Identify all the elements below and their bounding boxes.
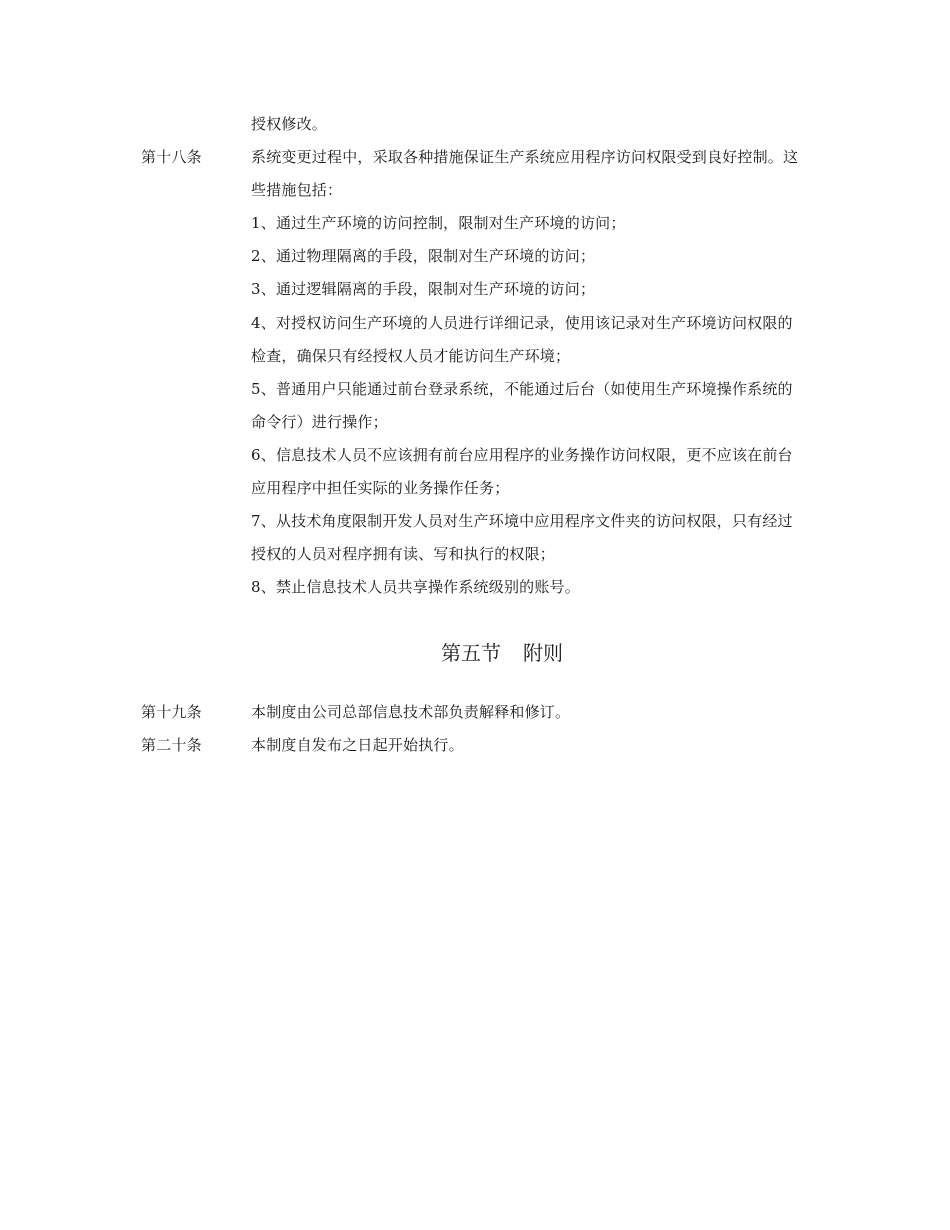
article-18-item-2: 2、通过物理隔离的手段，限制对生产环境的访问； xyxy=(251,247,596,265)
article-18-label: 第十八条 xyxy=(141,148,202,166)
section-heading xyxy=(0,640,950,666)
article-20-label: 第二十条 xyxy=(141,736,202,754)
section-name: 附则 xyxy=(523,641,563,665)
article-18-item-5-line-2: 命令行）进行操作； xyxy=(251,413,388,431)
article-18-intro-line-1: 系统变更过程中，采取各种措施保证生产系统应用程序访问权限受到良好控制。这 xyxy=(251,148,799,166)
article-18-item-5-line-1: 5、普通用户只能通过前台登录系统，不能通过后台（如使用生产环境操作系统的 xyxy=(251,380,793,398)
article-18-item-4-line-2: 检查，确保只有经授权人员才能访问生产环境； xyxy=(251,347,571,365)
continuation-text: 授权修改。 xyxy=(251,115,328,133)
article-18-item-8: 8、禁止信息技术人员共享操作系统级别的账号。 xyxy=(251,578,580,596)
article-19-label: 第十九条 xyxy=(141,703,202,721)
section-number: 第五节 xyxy=(441,641,501,665)
article-18-item-7-line-1: 7、从技术角度限制开发人员对生产环境中应用程序文件夹的访问权限，只有经过 xyxy=(251,512,793,530)
article-18-item-1: 1、通过生产环境的访问控制，限制对生产环境的访问； xyxy=(251,214,626,232)
article-18-intro-line-2: 些措施包括： xyxy=(251,181,343,199)
article-18-item-4-line-1: 4、对授权访问生产环境的人员进行详细记录，使用该记录对生产环境访问权限的 xyxy=(251,314,793,332)
article-18-item-6-line-2: 应用程序中担任实际的业务操作任务； xyxy=(251,479,510,497)
article-19-text: 本制度由公司总部信息技术部负责解释和修订。 xyxy=(251,703,571,721)
article-18-item-3: 3、通过逻辑隔离的手段，限制对生产环境的访问； xyxy=(251,280,596,298)
article-18-item-7-line-2: 授权的人员对程序拥有读、写和执行的权限； xyxy=(251,545,556,563)
article-18-item-6-line-1: 6、信息技术人员不应该拥有前台应用程序的业务操作访问权限，更不应该在前台 xyxy=(251,446,793,464)
article-20-text: 本制度自发布之日起开始执行。 xyxy=(251,736,464,754)
